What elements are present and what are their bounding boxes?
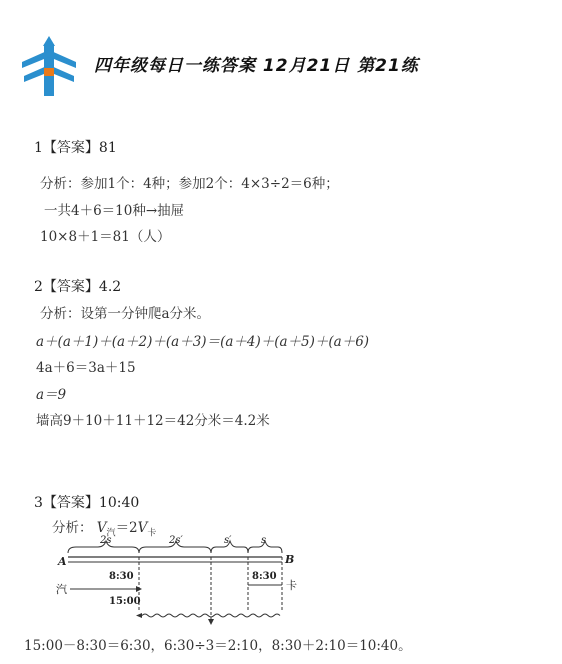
page-title: 四年级每日一练答案 12月21日 第21练 <box>94 56 419 76</box>
q1-heading: 1【答案】81 <box>34 140 117 156</box>
car-arrow-head <box>136 586 142 592</box>
brace-label-2s-prime: 2s′ <box>169 535 183 546</box>
logo-orange-accent <box>44 68 54 76</box>
time-car-mid: 15:00 <box>109 596 141 607</box>
time-truck-start: 8:30 <box>252 571 277 582</box>
q2-heading: 2【答案】4.2 <box>34 279 122 295</box>
wave-arrow-head <box>136 613 142 618</box>
q1-line-1: 分析：参加1个：4种；参加2个：4×3÷2＝6种； <box>40 176 339 192</box>
q3-formula-v1: V <box>96 520 107 536</box>
brace-label-s: s <box>261 535 267 546</box>
dash-2-arrow <box>208 619 214 625</box>
q2-line-1: 分析：设第一分钟爬a分米。 <box>40 306 211 322</box>
label-car: 汽 <box>56 583 67 596</box>
point-a: A <box>58 555 67 568</box>
q3-result: 15:00－8:30＝6:30，6:30÷3＝2:10，8:30＋2:10＝10:40。 <box>24 638 412 654</box>
q3-heading: 3【答案】10:40 <box>34 495 140 511</box>
q2-line-4: a＝9 <box>36 387 67 403</box>
q3-diagram <box>56 533 306 625</box>
q3-analysis-prefix: 分析： <box>52 520 93 536</box>
q2-line-3: 4a＋6＝3a＋15 <box>36 360 136 376</box>
brace-label-2s: 2s <box>100 535 112 546</box>
q2-line-2: a＋(a＋1)＋(a＋2)＋(a＋3)＝(a＋4)＋(a＋5)＋(a＋6) <box>36 334 370 350</box>
point-b: B <box>285 553 295 566</box>
q3-formula-sub-truck: 卡 <box>147 528 157 539</box>
label-truck: 卡 <box>286 579 297 592</box>
q2-line-5: 墙高9＋10＋11＋12＝42分米＝4.2米 <box>36 413 270 429</box>
logo-icon <box>20 34 78 98</box>
q1-line-2: 一共4＋6＝10种→抽屉 <box>44 203 185 219</box>
q3-formula-v2: V <box>137 520 148 536</box>
q3-formula-sub-car: 汽 <box>106 528 116 539</box>
brace-label-s-prime: s′ <box>224 535 232 546</box>
q3-formula-eq: ＝2 <box>115 520 138 536</box>
q1-line-3: 10×8＋1＝81（人） <box>40 229 171 245</box>
time-car-start: 8:30 <box>109 571 134 582</box>
